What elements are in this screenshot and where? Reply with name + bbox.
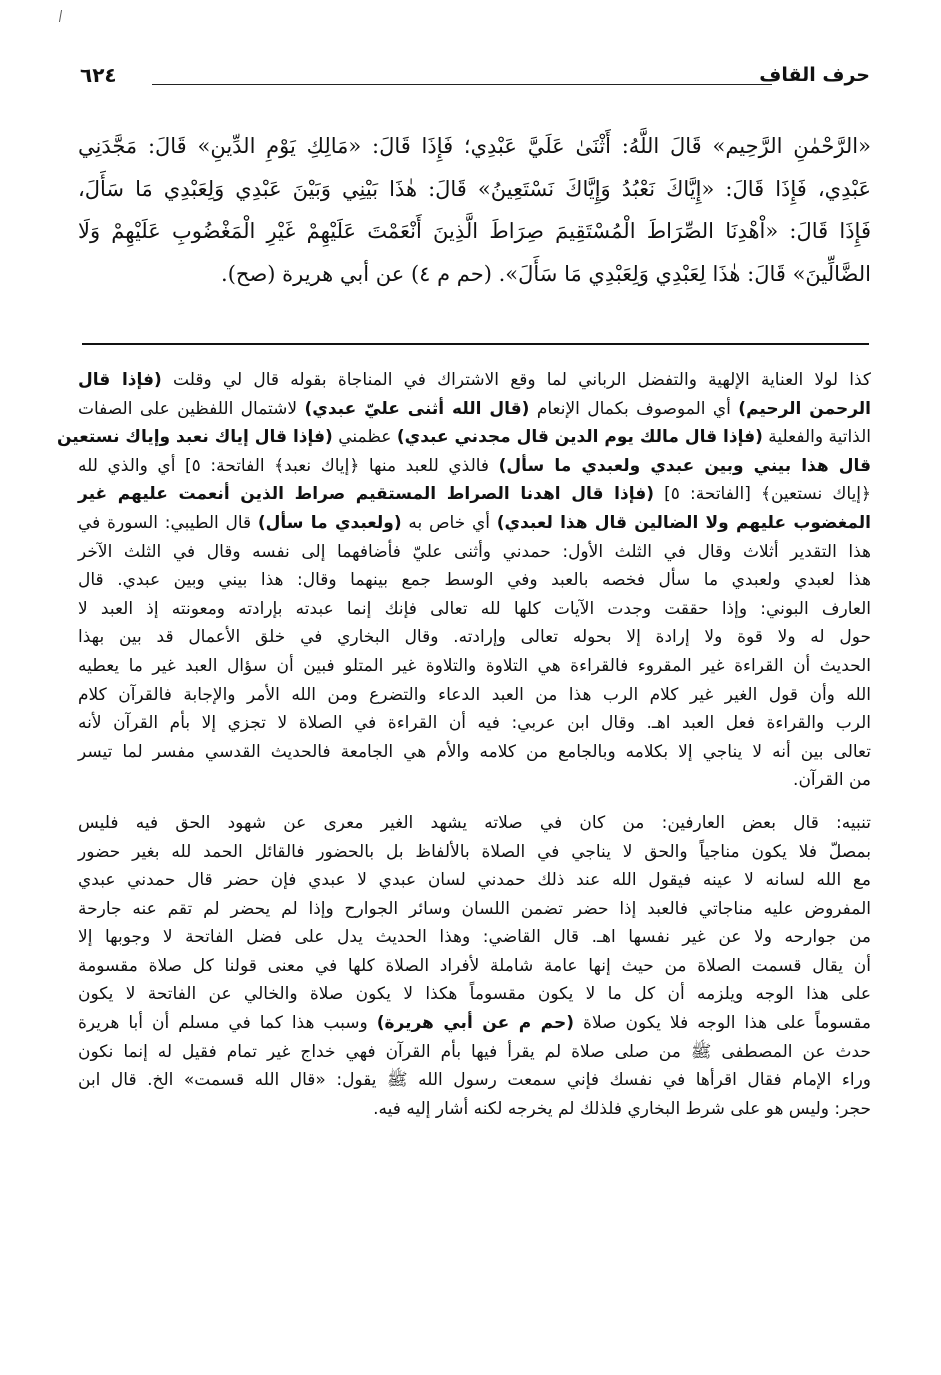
hadith-line: الضَّالِّينَ» قَالَ: هٰذَا لِعَبْدِي وَلِعَبْدِي مَا سَأَلَ». (حم م ٤) عن أبي هريرة (صح). — [221, 261, 871, 286]
page-number: ٦٢٤ — [80, 63, 117, 87]
commentary-text: قال الطيبي: السورة في — [78, 512, 258, 533]
commentary-line — [78, 866, 871, 895]
hadith-line: «الرَّحْمٰنِ الرَّحِيم» قَالَ اللَّهُ: أَثْنَىٰ عَلَيَّ عَبْدِي؛ فَإِذَا قَالَ: «مَالِكِ يَوْمِ الدِّينِ» قَالَ: مَجَّدَنِي — [78, 134, 871, 158]
commentary-line — [78, 1009, 871, 1038]
commentary-text: المفروض عليه مناجاتي فالعبد إذا حضر تضمن اللسان وسائر الجوارح وإذا لم يحضر لم تقم عنه جارحة — [78, 898, 871, 919]
commentary-text: مقسوماً على هذا الوجه فلا يكون صلاة — [574, 1013, 871, 1034]
header-rule — [152, 84, 772, 85]
commentary-text: أي خاص به — [401, 512, 497, 533]
commentary-text: هذا التقدير أثلاث وقال في الثلث الأول: حمدني وأثنى عليّ فأضافهما إلى نفسه وقال في الثلث الآخر — [78, 541, 871, 562]
commentary-line — [78, 538, 871, 567]
commentary — [57, 366, 872, 1123]
commentary-text: الذاتية والفعلية — [762, 427, 871, 448]
commentary-line — [78, 595, 871, 624]
commentary-text: حول له ولا قوة ولا إرادة إلا بحوله تعالى وإرادته. وقال البخاري في خلق الأعمال قد بين بهذا — [78, 627, 871, 648]
commentary-line — [78, 952, 871, 981]
commentary-text: هذا لعبدي ولعبدي ما سأل فخصه بالعبد وفي الوسط جمع بينهما وقال: هذا بيني وبين عبدي. قال — [78, 570, 871, 591]
commentary-line — [78, 509, 871, 538]
running-header — [80, 62, 870, 90]
commentary-line — [78, 1095, 871, 1124]
hadith-quote-bold: (ولعبدي ما سأل) — [257, 512, 402, 533]
hadith-line: عَبْدِي، فَإِذَا قَالَ: «إِيَّاكَ نَعْبُدُ وَإِيَّاكَ نَسْتَعِينُ» قَالَ: هٰذَا بَيْنِي وَبَيْنَ عَبْدِي وَلِعَبْدِي مَا سَأَلَ، — [78, 176, 871, 201]
commentary-line — [78, 738, 871, 767]
commentary-line — [78, 895, 871, 924]
commentary-text: حجر: وليس هو على شرط البخاري فلذلك لم يخرجه لكنه أشار إليه فيه. — [373, 1098, 871, 1119]
commentary-line — [78, 566, 871, 595]
hadith-text — [78, 125, 871, 295]
commentary-text: من القرآن. — [793, 770, 871, 791]
commentary-text: الحديث أن القراءة غير المقروء فالقراءة هي التلاوة والتلاوة غير المتلو فبين أن سؤال العبد غير ما يعطيه — [78, 655, 871, 676]
hadith-quote-bold: قال هذا بيني وبين عبدي ولعبدي ما سأل) — [498, 455, 871, 476]
hadith-line: فَإِذَا قَالَ: «اْهْدِنَا الصِّرَاطَ الْمُسْتَقِيمَ صِرَاطَ الَّذِينَ أَنْعَمْتَ عَلَيْهِمْ غَيْرِ الْمَغْضُوبِ عَلَيْهِمْ وَلَا — [78, 219, 871, 243]
commentary-line — [78, 623, 871, 652]
commentary-text: تعالى بين أنه لا يناجي إلا بكلامه وبالجامع من كلامه والأم هي الجامعة فالحديث القدسي مفسر لما تيسر — [78, 741, 871, 762]
commentary-text: على هذا الوجه ويلزمه أن كل ما لا يكون مقسوماً هكذا لا يكون صلاة والخالي عن الفاتحة لا يكون — [78, 984, 871, 1005]
commentary-paragraph-note — [78, 809, 871, 1124]
commentary-text: مع الله لسانه لا عينه فيقول الله عند ذلك حمدني لسان عبدي لا عبدي فإن حضر قال حمدني عبدي — [78, 870, 871, 891]
commentary-text: أي الموصوف بكمال الإنعام — [529, 398, 739, 419]
commentary-line — [78, 1038, 871, 1067]
commentary-text: بمصلّ فلا يكون مناجياً والحق لا يناجي في الصلاة بالألفاظ بل بالحضور فالقائل الحمد لله بغير حضور — [78, 841, 871, 862]
commentary-line — [78, 366, 871, 395]
commentary-line — [78, 980, 871, 1009]
commentary-line — [78, 838, 871, 867]
footnote-divider — [82, 343, 869, 345]
commentary-line — [78, 923, 871, 952]
commentary-text: فالذي للعبد منها ﴿إياك نعبد﴾ الفاتحة: ٥] أي والذي لله — [78, 455, 499, 476]
commentary-text: ﴿إياك نستعين﴾ [الفاتحة: ٥] — [653, 484, 871, 505]
chapter-title: حرف القاف — [759, 64, 870, 86]
commentary-line — [57, 423, 871, 452]
commentary-text: لاشتمال اللفظين على الصفات — [78, 398, 305, 419]
hadith-quote-bold: (فإذا قال اهدنا الصراط المستقيم صراط الذين أنعمت عليهم غير — [78, 484, 654, 505]
scan-mark — [59, 10, 62, 22]
hadith-quote-bold: الرحمن الرحيم) — [738, 398, 872, 419]
commentary-text: الله وأن قول الغير غير كلام الرب هذا من العبد الدعاء والتضرع ومن الله الأمر والإجابة فالقرآن كلام — [78, 684, 871, 705]
commentary-line — [78, 681, 871, 710]
commentary-text: وراء الإمام فقال اقرأها في نفسك فإني سمعت رسول الله ﷺ يقول: «قال الله قسمت» الخ. قال ابن — [78, 1070, 871, 1091]
commentary-text: من جوارحه ولا عن غير نفسها اهـ. قال القاضي: وهذا الحديث يدل على فضل الفاتحة لا وجوبها إلا — [78, 927, 871, 948]
commentary-line — [78, 452, 871, 481]
commentary-line — [78, 766, 871, 795]
commentary-text: وسبب هذا كما في مسلم أن أبا هريرة — [78, 1013, 377, 1034]
commentary-text: عظمني — [332, 427, 397, 448]
commentary-line — [78, 709, 871, 738]
commentary-line — [78, 480, 871, 509]
commentary-line — [78, 809, 871, 838]
hadith-quote-bold: (فإذا قال — [78, 370, 162, 390]
commentary-text: العارف البوني: وإذا حققت وجدت الآيات كلها لله تعالى فإنك إنما عبدته بإرادته ومعونته إذ العبد لا — [78, 598, 871, 619]
commentary-text: كذا لولا العناية الإلهية والتفضل الرباني لما وقع الاشتراك في المناجاة بقوله قال لي وقلت — [161, 370, 871, 390]
commentary-line — [78, 652, 871, 681]
hadith-quote-bold: (فإذا قال إياك نعبد وإياك نستعين — [57, 427, 333, 448]
commentary-line — [78, 1066, 871, 1095]
hadith-quote-bold: (فإذا قال مالك يوم الدين قال مجدني عبدي) — [396, 427, 763, 448]
hadith-quote-bold: (حم م عن أبي هريرة) — [376, 1013, 575, 1034]
hadith-quote-bold: (قال الله أثنى عليّ عبدي) — [304, 398, 530, 419]
commentary-text: تنبيه: قال بعض العارفين: من كان في صلاته يشهد الغير معرى عن شهود الحق فيه فليس — [78, 812, 871, 833]
commentary-paragraph — [57, 366, 872, 795]
commentary-text: الرب والقراءة فعل العبد اهـ. وقال ابن عربي: فيه أن القراءة في الصلاة لا تجزي إلا بأم القرآن لأنه — [78, 713, 871, 734]
commentary-text: حدث عن المصطفى ﷺ من صلى صلاة لم يقرأ فيها بأم القرآن فهي خداج غير تمام فقيل له إنما نكون — [78, 1041, 871, 1062]
commentary-line — [78, 395, 871, 424]
hadith-quote-bold: المغضوب عليهم ولا الضالين قال هذا لعبدي) — [496, 512, 872, 533]
commentary-text: أن يقال قسمت الصلاة من حيث إنها عامة شاملة لأفراد الصلاة كلها في معنى قولنا كل صلاة مقسومة — [78, 955, 871, 976]
